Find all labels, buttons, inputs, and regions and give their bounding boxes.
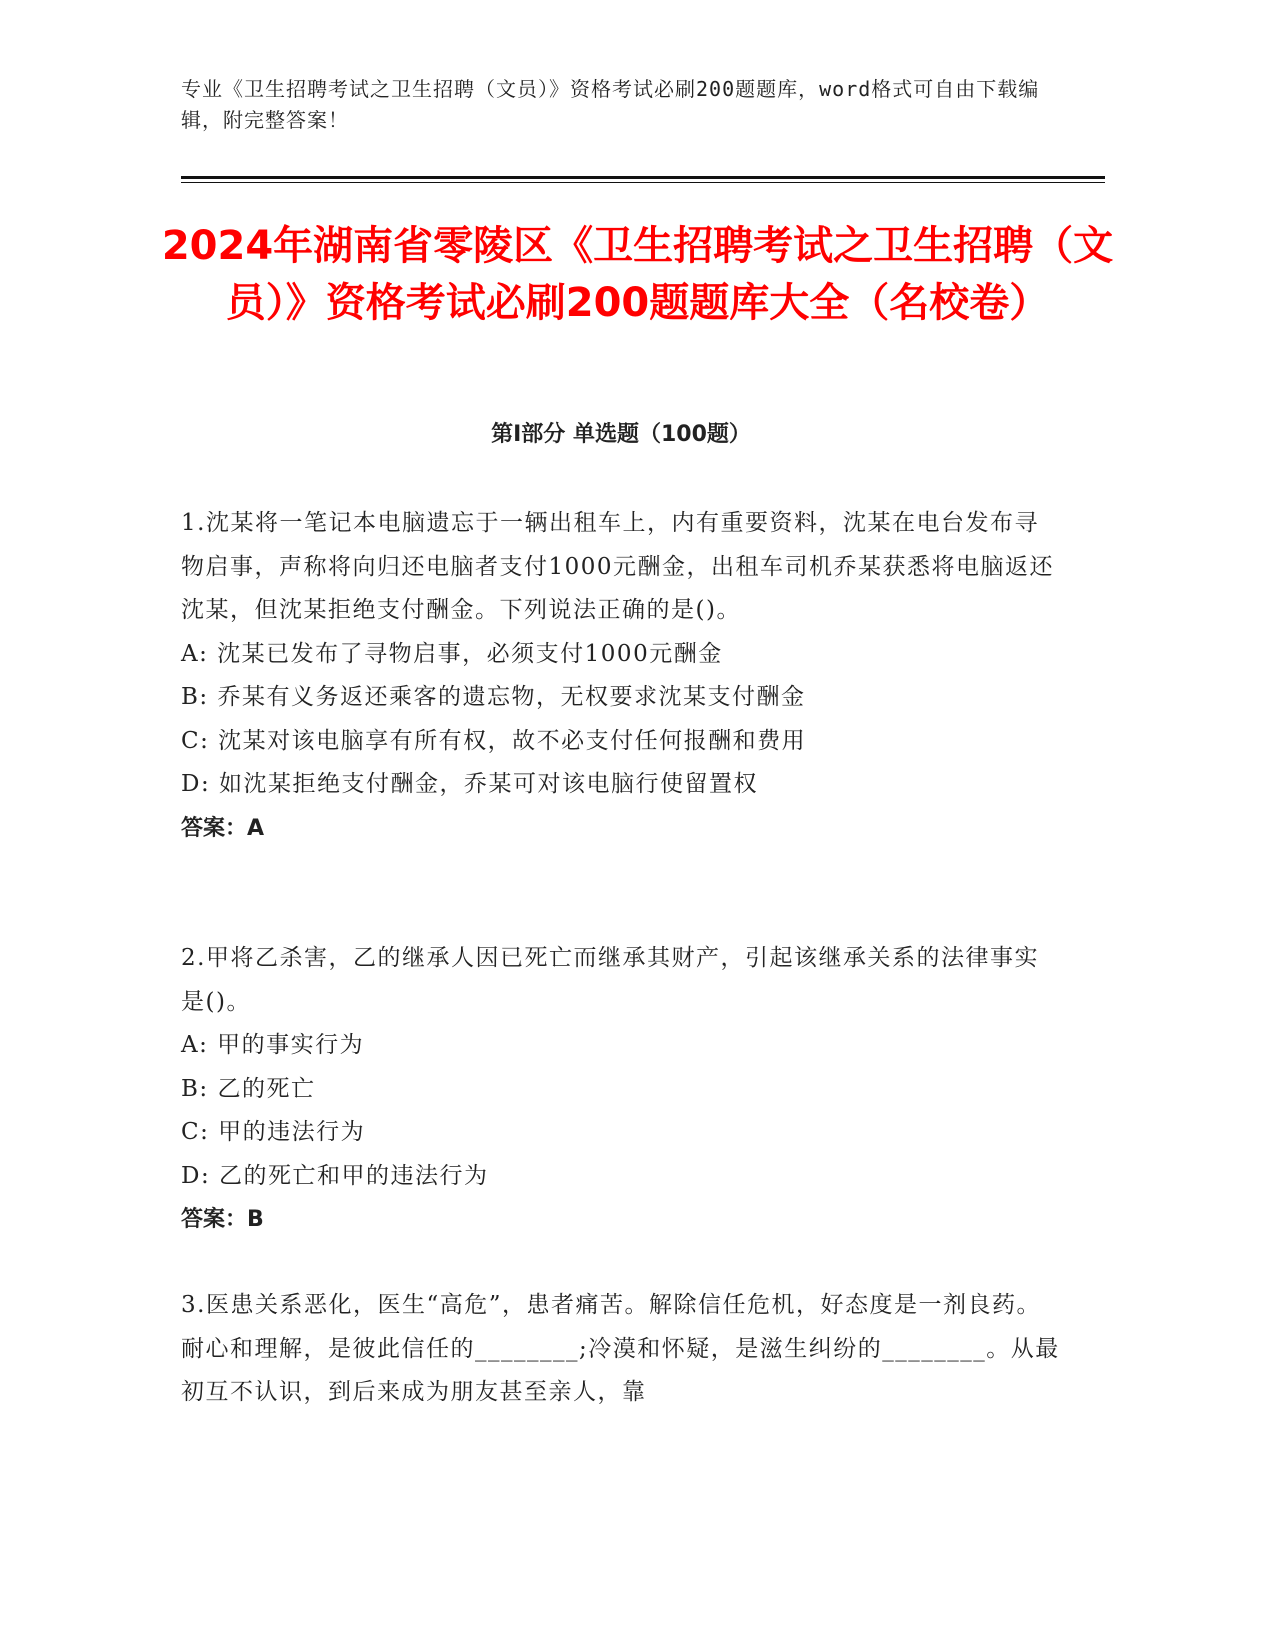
question-stem: 1.沈某将一笔记本电脑遗忘于一辆出租车上，内有重要资料，沈某在电台发布寻物启事，声称将向归还电脑者支付1000元酬金，出租车司机乔某获悉将电脑返还沈某，但沈某拒绝支付酬金。下列说法正确的是()。	[181, 510, 1055, 623]
option-c: C: 沈某对该电脑享有所有权，故不必支付任何报酬和费用	[181, 727, 807, 754]
option-d: D: 如沈某拒绝支付酬金，乔某可对该电脑行使留置权	[181, 771, 759, 797]
header-rule-thin	[181, 182, 1105, 183]
option-c: C: 甲的违法行为	[181, 1119, 366, 1145]
question-3	[181, 1284, 1061, 1415]
question-2	[181, 937, 1061, 1242]
document-title: 2024年湖南省零陵区《卫生招聘考试之卫生招聘（文员）》资格考试必刷200题题库大全（名校卷）	[161, 223, 1114, 326]
option-d: D: 乙的死亡和甲的违法行为	[181, 1162, 489, 1189]
header-note: 专业《卫生招聘考试之卫生招聘（文员）》资格考试必刷200题题库，word格式可自由下载编辑，附完整答案！	[181, 77, 1040, 132]
section-title: 第I部分 单选题（100题）	[491, 422, 751, 447]
answer: 答案：B	[181, 1207, 264, 1232]
option-a: A: 沈某已发布了寻物启事，必须支付1000元酬金	[181, 640, 723, 667]
question-1	[181, 502, 1061, 850]
question-stem: 2.甲将乙杀害，乙的继承人因已死亡而继承其财产，引起该继承关系的法律事实是()。	[181, 945, 1039, 1015]
option-b: B: 乙的死亡	[181, 1075, 316, 1102]
option-b: B: 乔某有义务返还乘客的遗忘物，无权要求沈某支付酬金	[181, 684, 806, 710]
answer: 答案：A	[181, 815, 265, 841]
question-stem: 3.医患关系恶化，医生“高危”，患者痛苦。解除信任危机，好态度是一剂良药。耐心和理解，是彼此信任的________;冷漠和怀疑，是滋生纠纷的________。从最初互不认识，到后来成为朋友甚至亲人，靠	[181, 1292, 1060, 1405]
header-rule-thick	[181, 176, 1105, 179]
option-a: A: 甲的事实行为	[181, 1032, 365, 1058]
